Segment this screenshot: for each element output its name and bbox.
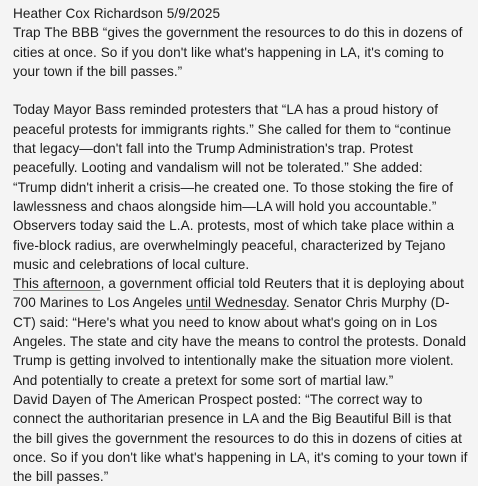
dayen-line-5: the bill passes.” [13, 469, 109, 485]
bass-line-1: Today Mayor Bass reminded protesters that “LA has a proud history of [13, 102, 439, 118]
link-this-afternoon[interactable]: This afternoon [13, 276, 101, 292]
bass-line-3: that legacy—don't fall into the Trump Administration's trap. Protest [13, 141, 413, 157]
bass-line-9: music and celebrations of local culture. [13, 256, 250, 272]
link-until-wednesday[interactable]: until Wednesday [185, 295, 286, 311]
bass-line-5: “Trump didn't inherit a crisis—he created one. To those stoking the fire of [13, 179, 454, 195]
note-header: Heather Cox Richardson 5/9/2025 [13, 6, 221, 21]
reuters-line-3: CT) said: “Here's what you need to know about what's going on in Los [13, 314, 438, 330]
intro-line-2: cities at once. So if you don't like what's happening in LA, it's coming to [13, 44, 444, 60]
dayen-line-1: David Dayen of The American Prospect posted: “The correct way to [13, 391, 423, 407]
bass-line-8: five-block radius, are overwhelmingly peaceful, characterized by Tejano [13, 237, 446, 253]
bass-line-7: Observers today said the L.A. protests, most of which take place within a [13, 218, 455, 234]
bass-line-6: lawlessness and chaos alongside him—LA will hold you accountable.” [13, 198, 437, 214]
dayen-line-4: once. So if you don't like what's happening in LA, it's coming to your town if [13, 449, 468, 465]
bass-line-2: peaceful protests for immigrants rights.” She called for them to “continue [13, 121, 452, 137]
paragraph-spacer [13, 81, 468, 100]
dayen-line-2: connect the authoritarian presence in LA and the Big Beautiful Bill is that [13, 411, 452, 427]
dayen-line-3: the bill gives the government the resources to do this in dozens of cities at [13, 430, 462, 446]
reuters-line-2 [13, 293, 468, 312]
reuters-line-1-text: , a government official told Reuters that it is deploying about [100, 276, 464, 292]
bass-line-4: peacefully. Looting and vandalism will not be tolerated.” She added: [13, 160, 423, 176]
reuters-line-4: Angeles. The state and city have the means to control the protests. Donald [13, 334, 467, 350]
reuters-line-2-pre: 700 Marines to Los Angeles [13, 295, 186, 311]
intro-line-3: your town if the bill passes.” [13, 63, 183, 79]
reuters-line-6: And potentially to create a pretext for some sort of martial law.” [13, 372, 394, 388]
reuters-line-5: Trump is getting involved to intentionally make the situation more violent. [13, 353, 454, 369]
reuters-line-2-post: . Senator Chris Murphy (D- [285, 295, 450, 311]
intro-line-1: Trap The BBB “gives the government the resources to do this in dozens of [13, 25, 463, 41]
reuters-line-1 [13, 274, 468, 293]
